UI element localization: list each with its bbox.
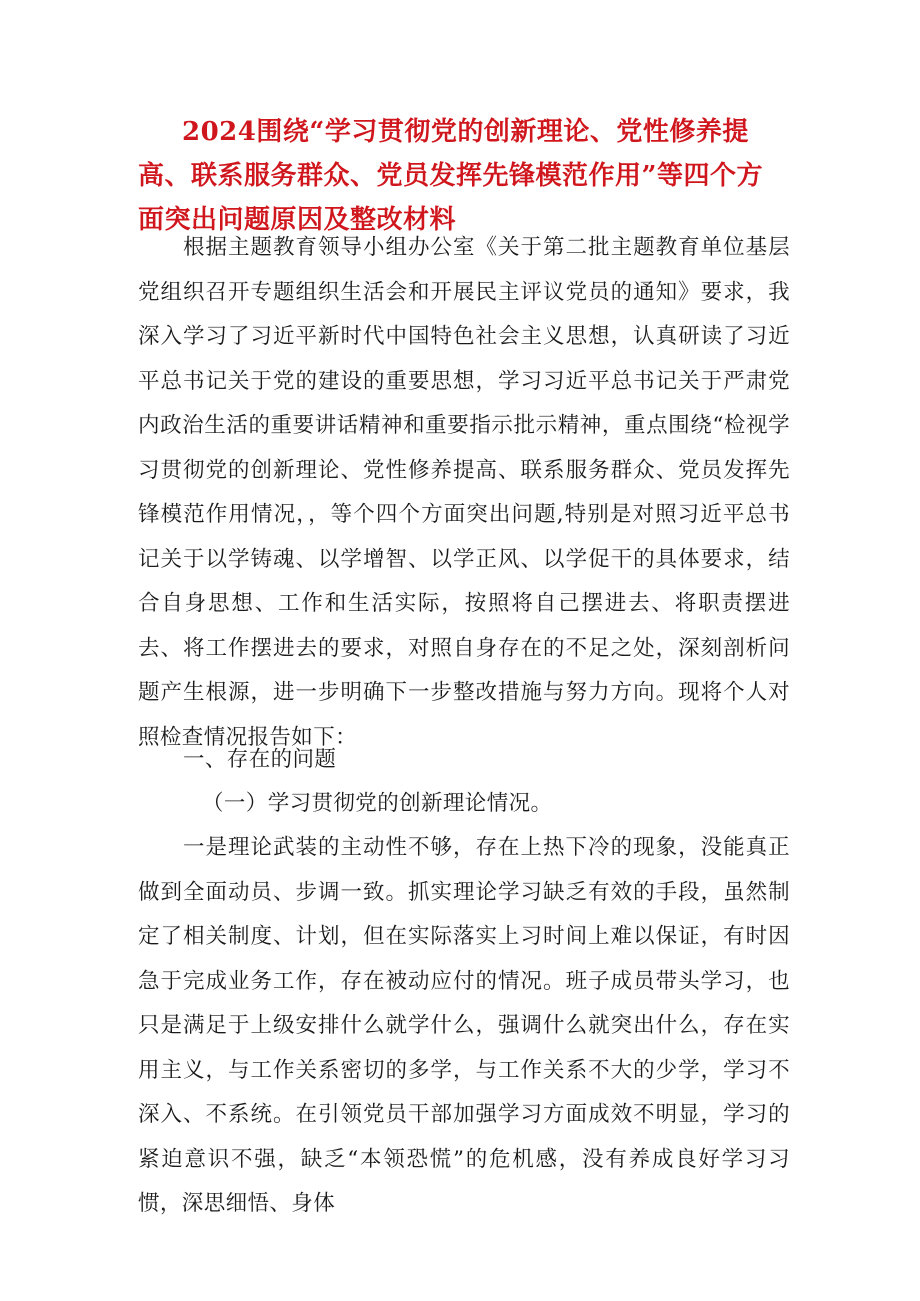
subsection-heading: （一）学习贯彻党的创新理论情况。 — [202, 791, 553, 816]
body-paragraph: 一是理论武装的主动性不够，存在上热下冷的现象，没能真正做到全面动员、步调一致。抓实理论学习缺乏有效的手段，虽然制定了相关制度、计划，但在实际落实上习时间上难以保证，有时因急于完成业务工作，存在被动应付的情况。班子成员带头学习，也只是满足于上级安排什么就学什么，强调什么就突出什么，存在实用主义，与工作关系密切的多学，与工作关系不大的少学，学习不深入、不系统。在引领党员干部加强学习方面成效不明显，学习的紧迫意识不强，缺乏“本领恐慌”的危机感，没有养成良好学习习惯，深思细悟、身体 — [138, 835, 790, 1216]
document-title: 2024围绕“学习贯彻党的创新理论、党性修养提高、联系服务群众、党员发挥先锋模范作用”等四个方面突出问题原因及整改材料 — [138, 117, 763, 235]
section-heading: 一、存在的问题 — [183, 747, 337, 772]
intro-paragraph: 根据主题教育领导小组办公室《关于第二批主题教育单位基层党组织召开专题组织生活会和开展民主评议党员的通知》要求，我深入学习了习近平新时代中国特色社会主义思想，认真研读了习近平总书记关于党的建设的重要思想，学习习近平总书记关于严肃党内政治生活的重要讲话精神和重要指示批示精神，重点围绕“检视学习贯彻党的创新理论、党性修养提高、联系服务群众、党员发挥先锋模范作用情况，，等个四个方面突出问题,特别是对照习近平总书记关于以学铸魂、以学增智、以学正风、以学促干的具体要求，结合自身思想、工作和生活实际，按照将自己摆进去、将职责摆进去、将工作摆进去的要求，对照自身存在的不足之处，深刻剖析问题产生根源，进一步明确下一步整改措施与努力方向。现将个人对照检查情况报告如下： — [138, 235, 790, 750]
